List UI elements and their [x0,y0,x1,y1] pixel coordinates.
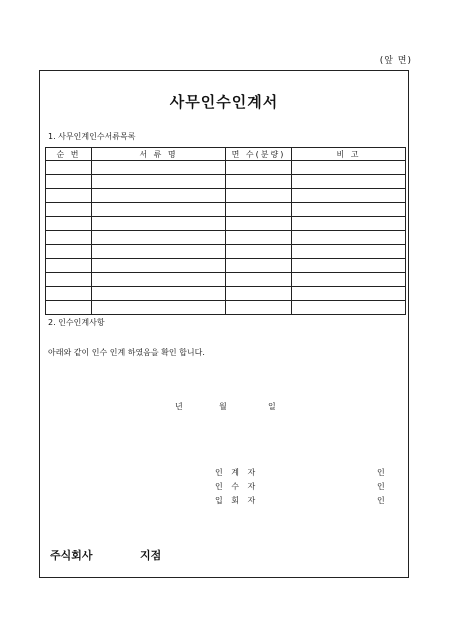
confirmation-text: 아래와 같이 인수 인계 하였음을 확인 합니다. [48,348,205,357]
table-cell [46,175,92,189]
signature-row-receiver [40,481,408,493]
table-cell [92,259,226,273]
table-row [46,189,406,203]
date-year-label: 년 [175,402,183,411]
table-row [46,217,406,231]
table-cell [226,231,292,245]
table-cell [46,287,92,301]
signature-row-witness [40,495,408,507]
page-side-label: (앞 면) [379,56,412,66]
form-frame [39,70,409,578]
table-row [46,231,406,245]
table-cell [226,217,292,231]
table-cell [292,273,406,287]
table-cell [292,217,406,231]
table-cell [46,259,92,273]
signature-role-label: 입 회 자 [215,496,259,505]
company-label: 주식회사 [50,549,93,562]
table-row [46,287,406,301]
table-cell [226,245,292,259]
table-cell [292,245,406,259]
date-month-label: 월 [219,402,227,411]
table-row [46,259,406,273]
column-header-remarks: 비 고 [292,148,406,161]
table-cell [46,231,92,245]
date-day-label: 일 [268,402,276,411]
table-cell [92,245,226,259]
branch-label: 지점 [140,549,162,562]
table-cell [226,175,292,189]
table-cell [226,301,292,315]
table-cell [92,273,226,287]
column-header-document-name: 서 류 명 [92,148,226,161]
table-cell [92,175,226,189]
table-row [46,245,406,259]
table-row [46,161,406,175]
table-cell [226,259,292,273]
signature-role-label: 인 계 자 [215,468,259,477]
section-1-heading: 1. 사무인계인수서류목록 [48,132,136,141]
seal-mark: 인 [377,482,385,491]
form-title: 사무인수인계서 [169,93,279,111]
document-list-table [45,147,406,315]
table-row [46,301,406,315]
table-cell [226,161,292,175]
table-cell [46,273,92,287]
table-cell [292,175,406,189]
seal-mark: 인 [377,468,385,477]
seal-mark: 인 [377,496,385,505]
table-cell [292,231,406,245]
table-cell [46,189,92,203]
table-cell [46,245,92,259]
table-cell [92,231,226,245]
table-cell [46,203,92,217]
table-cell [92,217,226,231]
table-cell [92,161,226,175]
table-cell [46,161,92,175]
table-cell [292,287,406,301]
column-header-page-count: 면 수(분량) [226,148,292,161]
table-cell [292,259,406,273]
signature-role-label: 인 수 자 [215,482,259,491]
table-cell [226,189,292,203]
column-header-number: 순 번 [46,148,92,161]
section-2-heading: 2. 인수인계사항 [48,318,105,327]
table-body [46,161,406,315]
table-row [46,175,406,189]
table-cell [292,301,406,315]
table-cell [292,203,406,217]
table-cell [46,217,92,231]
table-cell [92,189,226,203]
table-row [46,273,406,287]
table-cell [226,287,292,301]
table-cell [292,189,406,203]
table-cell [92,203,226,217]
table-cell [92,287,226,301]
table-cell [226,273,292,287]
signature-row-handover [40,467,408,479]
table-cell [226,203,292,217]
table-row [46,203,406,217]
table-header-row [46,148,406,161]
table-cell [292,161,406,175]
table-cell [92,301,226,315]
table-cell [46,301,92,315]
